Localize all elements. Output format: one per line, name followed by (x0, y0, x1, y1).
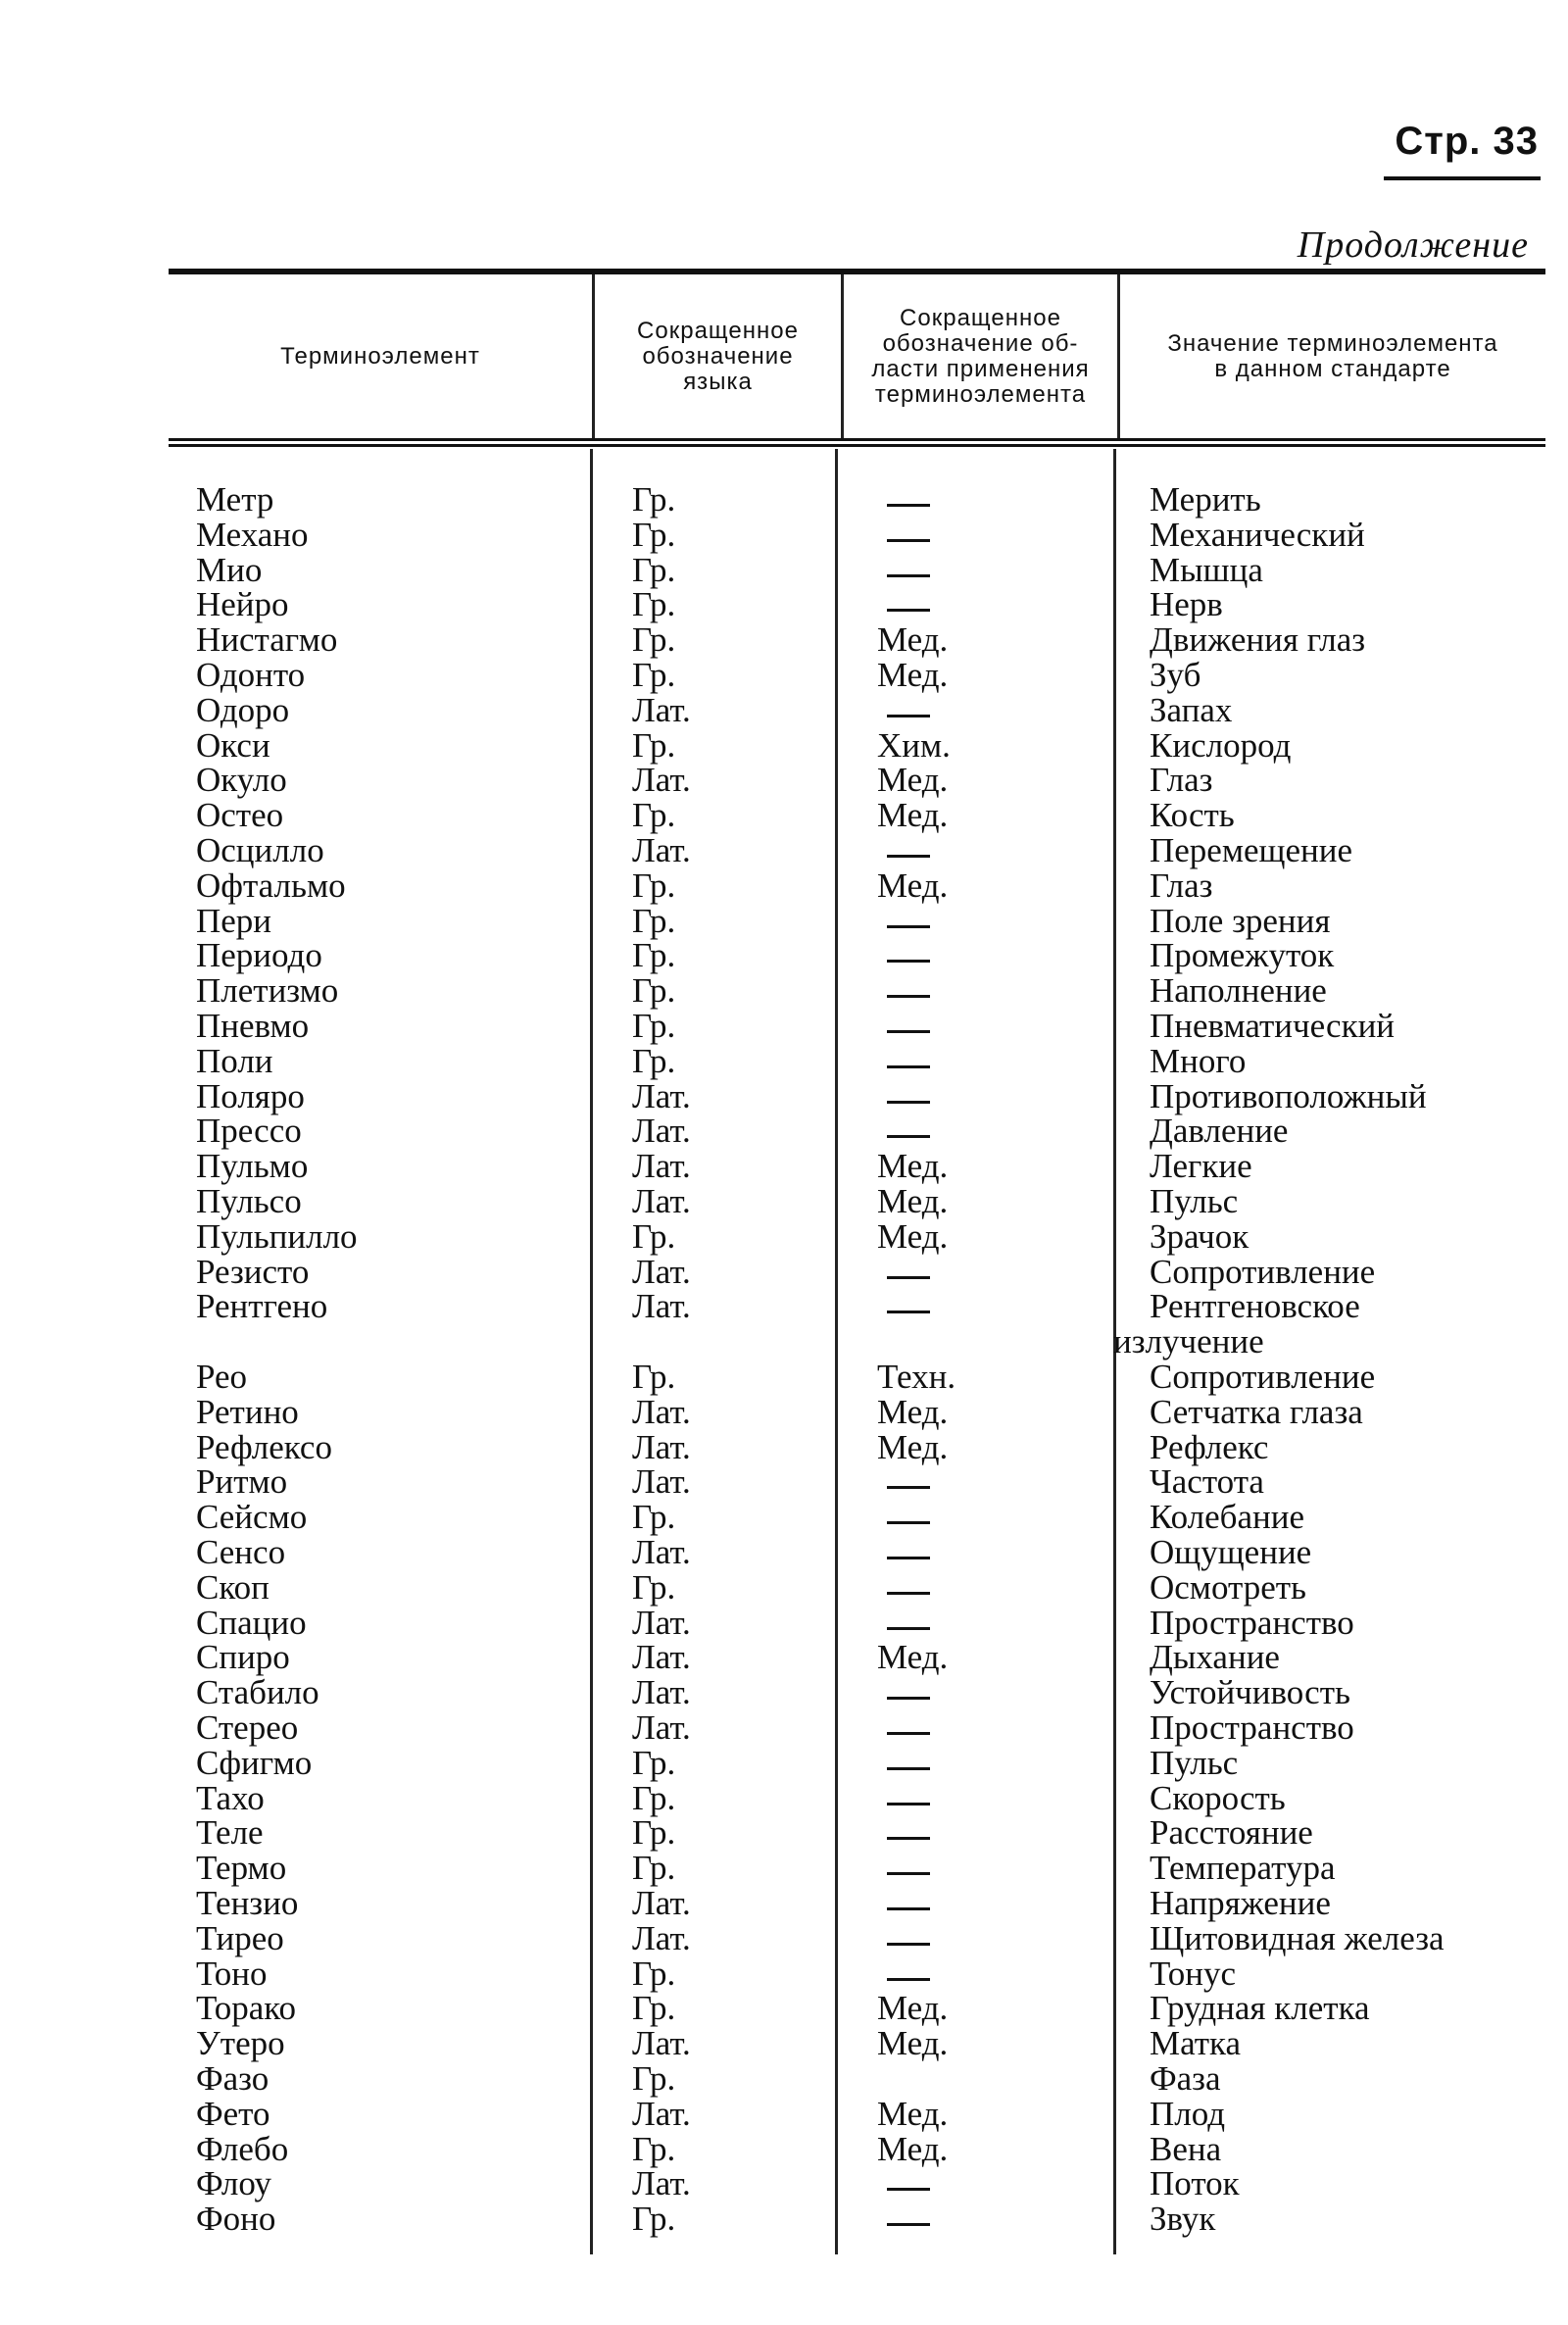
meaning-cell: Скорость (1150, 1778, 1286, 1817)
meaning-continuation-cell: излучение (1113, 1322, 1264, 1361)
language-cell: Лат. (632, 1392, 691, 1431)
language-cell: Гр. (632, 2129, 676, 2168)
language-cell: Лат. (632, 1112, 691, 1151)
language-cell: Гр. (632, 1216, 676, 1256)
area-cell: Мед. (877, 1638, 949, 1677)
term-cell: Флоу (196, 2164, 272, 2203)
area-cell: Мед. (877, 656, 949, 694)
area-dash (887, 1521, 930, 1524)
language-cell: Гр. (632, 866, 676, 905)
area-cell: Хим. (877, 725, 951, 765)
area-dash (887, 1697, 930, 1700)
term-cell: Окуло (196, 761, 287, 800)
language-cell: Лат. (632, 690, 691, 729)
area-cell: Мед. (877, 1216, 949, 1256)
language-cell: Лат. (632, 1287, 691, 1326)
language-cell: Гр. (632, 1778, 676, 1817)
term-cell: Фоно (196, 2200, 276, 2239)
meaning-cell: Давление (1150, 1112, 1289, 1151)
meaning-cell: Механический (1150, 515, 1365, 554)
area-dash (887, 2188, 930, 2191)
meaning-cell: Тонус (1150, 1954, 1237, 1993)
term-cell: Механо (196, 515, 309, 554)
language-cell: Гр. (632, 1041, 676, 1080)
term-cell: Тоно (196, 1954, 268, 1993)
language-cell: Лат. (632, 1708, 691, 1747)
area-dash (887, 1767, 930, 1770)
area-dash (887, 574, 930, 577)
meaning-cell: Сетчатка глаза (1150, 1392, 1363, 1431)
term-cell: Осцилло (196, 831, 324, 869)
meaning-cell: Фаза (1150, 2059, 1221, 2098)
meaning-cell: Мышца (1150, 550, 1263, 589)
meaning-cell: Поток (1150, 2164, 1240, 2203)
language-cell: Гр. (632, 901, 676, 940)
term-cell: Пневмо (196, 1007, 310, 1045)
meaning-cell: Кость (1150, 796, 1235, 835)
area-cell: Мед. (877, 866, 949, 905)
language-cell: Лат. (632, 2094, 691, 2133)
language-cell: Гр. (632, 1813, 676, 1853)
area-dash (887, 1872, 930, 1875)
language-cell: Лат. (632, 1603, 691, 1642)
meaning-cell: Много (1150, 1041, 1247, 1080)
term-cell: Фето (196, 2094, 270, 2133)
language-cell: Гр. (632, 550, 676, 589)
area-dash (887, 1065, 930, 1068)
language-cell: Гр. (632, 1954, 676, 1993)
continuation-label: Продолжение (1297, 224, 1529, 266)
language-cell: Лат. (632, 831, 691, 869)
area-dash (887, 855, 930, 858)
language-cell: Гр. (632, 515, 676, 554)
language-cell: Лат. (632, 1638, 691, 1677)
meaning-cell: Глаз (1150, 866, 1213, 905)
term-cell: Пульсо (196, 1182, 302, 1220)
area-dash (887, 1101, 930, 1104)
language-cell: Гр. (632, 1743, 676, 1782)
area-cell: Мед. (877, 1989, 949, 2028)
language-cell: Гр. (632, 2059, 676, 2098)
language-cell: Гр. (632, 725, 676, 765)
meaning-cell: Нерв (1150, 585, 1223, 624)
term-cell: Одонто (196, 656, 306, 694)
language-cell: Гр. (632, 620, 676, 660)
area-cell: Мед. (877, 620, 949, 660)
page-number: Стр. 33 (1395, 120, 1539, 163)
meaning-cell: Пульс (1150, 1182, 1239, 1220)
term-cell: Прессо (196, 1112, 302, 1151)
language-cell: Лат. (632, 1147, 691, 1186)
area-dash (887, 1557, 930, 1559)
term-cell: Одоро (196, 690, 290, 729)
language-cell: Лат. (632, 1427, 691, 1466)
area-cell: Техн. (877, 1358, 956, 1396)
term-cell: Спацио (196, 1603, 307, 1642)
area-dash (887, 1978, 930, 1981)
language-cell: Гр. (632, 796, 676, 835)
meaning-cell: Перемещение (1150, 831, 1353, 869)
language-cell: Гр. (632, 1358, 676, 1396)
meaning-cell: Запах (1150, 690, 1233, 729)
area-cell: Мед. (877, 796, 949, 835)
meaning-cell: Расстояние (1150, 1813, 1313, 1853)
area-dash (887, 2223, 930, 2226)
language-cell: Гр. (632, 1498, 676, 1537)
language-cell: Гр. (632, 936, 676, 975)
header-language: Сокращенное обозначение языка (637, 317, 799, 395)
header-meaning: Значение терминоэлемента в данном стандарте (1167, 329, 1498, 382)
meaning-cell: Устойчивость (1150, 1673, 1350, 1712)
meaning-cell: Плод (1150, 2094, 1226, 2133)
meaning-cell: Рентгеновское (1150, 1287, 1360, 1326)
meaning-cell: Вена (1150, 2129, 1222, 2168)
meaning-cell: Матка (1150, 2024, 1242, 2063)
meaning-cell: Температура (1150, 1849, 1336, 1888)
term-cell: Периодо (196, 936, 322, 975)
meaning-cell: Щитовидная железа (1150, 1918, 1445, 1957)
meaning-cell: Пространство (1150, 1708, 1354, 1747)
area-cell: Мед. (877, 1182, 949, 1220)
language-cell: Лат. (632, 1076, 691, 1115)
language-cell: Гр. (632, 1989, 676, 2028)
area-dash (887, 1276, 930, 1279)
term-cell: Офтальмо (196, 866, 346, 905)
language-cell: Гр. (632, 971, 676, 1011)
term-cell: Мио (196, 550, 263, 589)
area-dash (887, 504, 930, 507)
term-cell: Нейро (196, 585, 289, 624)
term-cell: Утеро (196, 2024, 285, 2063)
meaning-cell: Наполнение (1150, 971, 1327, 1011)
term-cell: Пульпилло (196, 1216, 358, 1256)
meaning-cell: Движения глаз (1150, 620, 1366, 660)
area-cell: Мед. (877, 1392, 949, 1431)
term-cell: Пульмо (196, 1147, 309, 1186)
meaning-cell: Сопротивление (1150, 1358, 1376, 1396)
term-cell: Ретино (196, 1392, 299, 1431)
meaning-cell: Кислород (1150, 725, 1292, 765)
area-dash (887, 1030, 930, 1033)
area-dash (887, 925, 930, 928)
term-cell: Плетизмо (196, 971, 339, 1011)
area-dash (887, 960, 930, 963)
term-cell: Термо (196, 1849, 287, 1888)
language-cell: Гр. (632, 585, 676, 624)
term-cell: Теле (196, 1813, 264, 1853)
area-dash (887, 1732, 930, 1735)
area-dash (887, 1311, 930, 1313)
area-cell: Мед. (877, 1147, 949, 1186)
area-dash (887, 609, 930, 612)
area-cell: Мед. (877, 2129, 949, 2168)
language-cell: Лат. (632, 761, 691, 800)
meaning-cell: Пневматический (1150, 1007, 1396, 1045)
language-cell: Лат. (632, 1462, 691, 1502)
area-dash (887, 1135, 930, 1138)
term-cell: Остео (196, 796, 284, 835)
meaning-cell: Пространство (1150, 1603, 1354, 1642)
term-cell: Спиро (196, 1638, 290, 1677)
meaning-cell: Мерить (1150, 480, 1261, 519)
term-cell: Тирео (196, 1918, 284, 1957)
meaning-cell: Противоположный (1150, 1076, 1427, 1115)
meaning-cell: Зрачок (1150, 1216, 1250, 1256)
meaning-cell: Пульс (1150, 1743, 1239, 1782)
meaning-cell: Промежуток (1150, 936, 1335, 975)
area-dash (887, 539, 930, 542)
area-dash (887, 1837, 930, 1840)
header-area: Сокращенное обозначение об- ласти применения терминоэлемента (871, 304, 1090, 408)
meaning-cell: Осмотреть (1150, 1567, 1307, 1607)
term-cell: Стерео (196, 1708, 299, 1747)
meaning-cell: Глаз (1150, 761, 1213, 800)
term-cell: Стабило (196, 1673, 319, 1712)
area-dash (887, 1907, 930, 1910)
area-dash (887, 1592, 930, 1595)
term-cell: Метр (196, 480, 274, 519)
term-cell: Торако (196, 1989, 297, 2028)
area-cell: Мед. (877, 1427, 949, 1466)
area-cell: Мед. (877, 2024, 949, 2063)
language-cell: Лат. (632, 1884, 691, 1922)
term-cell: Окси (196, 725, 270, 765)
meaning-cell: Рефлекс (1150, 1427, 1269, 1466)
language-cell: Лат. (632, 2164, 691, 2203)
term-cell: Сенсо (196, 1533, 286, 1571)
term-cell: Фазо (196, 2059, 270, 2098)
area-dash (887, 1803, 930, 1806)
area-dash (887, 995, 930, 998)
term-cell: Резисто (196, 1252, 310, 1291)
term-cell: Рео (196, 1358, 248, 1396)
meaning-cell: Легкие (1150, 1147, 1252, 1186)
term-cell: Ритмо (196, 1462, 288, 1502)
language-cell: Лат. (632, 1673, 691, 1712)
meaning-cell: Поле зрения (1150, 901, 1331, 940)
area-dash (887, 1486, 930, 1489)
term-cell: Поли (196, 1041, 273, 1080)
meaning-cell: Звук (1150, 2200, 1216, 2239)
term-cell: Скоп (196, 1567, 270, 1607)
meaning-cell: Колебание (1150, 1498, 1304, 1537)
area-dash (887, 1627, 930, 1630)
language-cell: Лат. (632, 1918, 691, 1957)
term-cell: Рефлексо (196, 1427, 332, 1466)
area-cell: Мед. (877, 761, 949, 800)
language-cell: Лат. (632, 2024, 691, 2063)
header-term: Терминоэлемент (280, 342, 480, 370)
area-cell: Мед. (877, 2094, 949, 2133)
language-cell: Гр. (632, 1567, 676, 1607)
term-cell: Рентгено (196, 1287, 328, 1326)
meaning-cell: Грудная клетка (1150, 1989, 1370, 2028)
meaning-cell: Ощущение (1150, 1533, 1312, 1571)
language-cell: Лат. (632, 1182, 691, 1220)
language-cell: Гр. (632, 480, 676, 519)
meaning-cell: Зуб (1150, 656, 1201, 694)
language-cell: Лат. (632, 1533, 691, 1571)
term-cell: Сфигмо (196, 1743, 313, 1782)
area-dash (887, 1943, 930, 1946)
language-cell: Гр. (632, 656, 676, 694)
term-cell: Тахо (196, 1778, 265, 1817)
meaning-cell: Частота (1150, 1462, 1264, 1502)
term-cell: Тензио (196, 1884, 299, 1922)
language-cell: Гр. (632, 2200, 676, 2239)
term-cell: Сейсмо (196, 1498, 308, 1537)
term-cell: Флебо (196, 2129, 289, 2168)
term-cell: Пери (196, 901, 272, 940)
term-cell: Нистагмо (196, 620, 338, 660)
language-cell: Лат. (632, 1252, 691, 1291)
language-cell: Гр. (632, 1007, 676, 1045)
meaning-cell: Напряжение (1150, 1884, 1331, 1922)
term-cell: Поляро (196, 1076, 305, 1115)
meaning-cell: Сопротивление (1150, 1252, 1376, 1291)
area-dash (887, 715, 930, 717)
meaning-cell: Дыхание (1150, 1638, 1280, 1677)
language-cell: Гр. (632, 1849, 676, 1888)
